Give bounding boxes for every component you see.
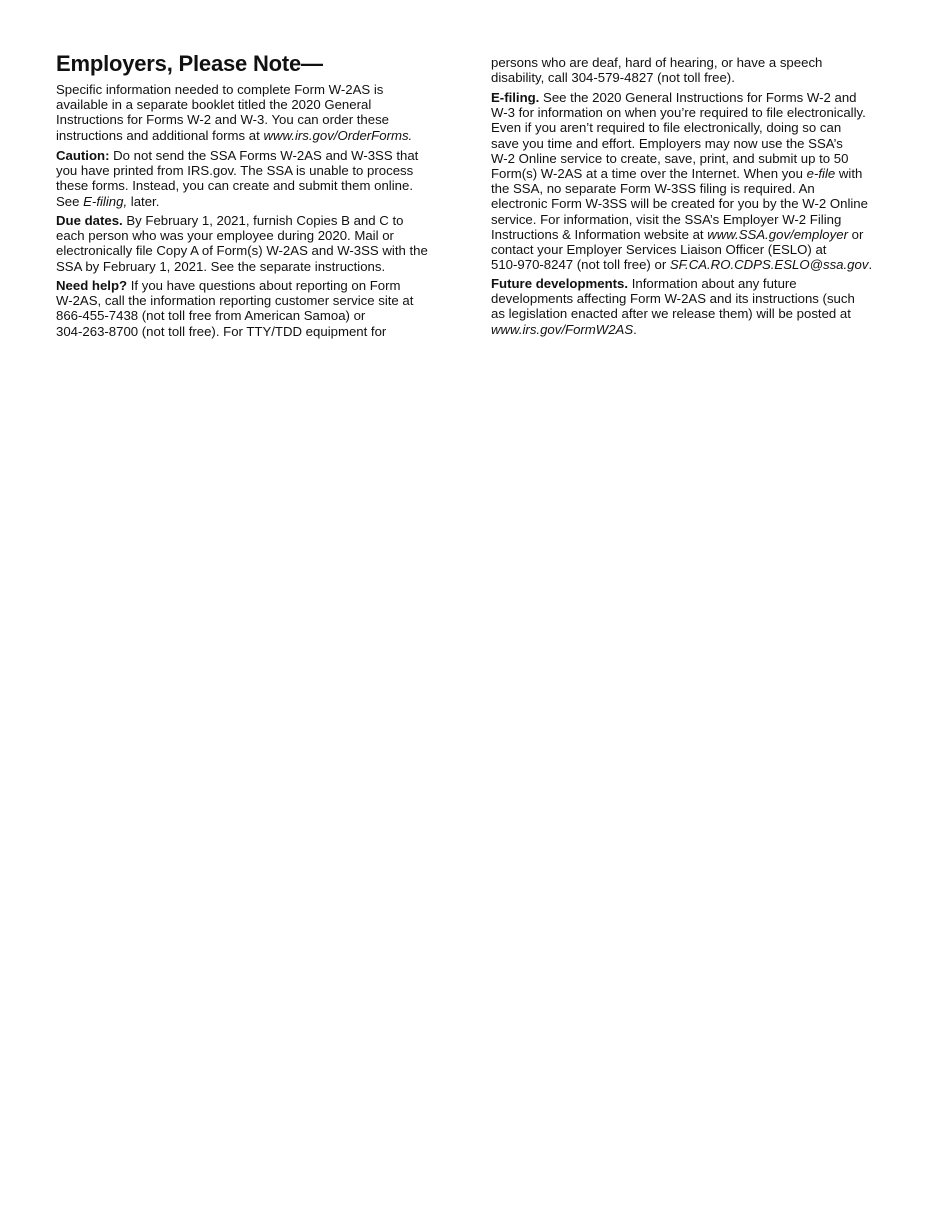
form-w2as-link[interactable]: www.irs.gov/FormW2AS	[491, 321, 634, 337]
text: .	[868, 257, 873, 273]
text-line: service. For information, visit the SSA’s Employer W-2 Filing	[491, 211, 842, 227]
text-line: disability, call 304-579-4827 (not toll free).	[491, 70, 735, 86]
text-line: you have printed from IRS.gov. The SSA is unable to process	[56, 163, 414, 179]
text-line	[491, 90, 872, 105]
text: See the 2020 General Instructions for Forms W-2 and	[539, 90, 857, 105]
text-line: developments affecting Form W-2AS and its instructions (such	[491, 291, 855, 307]
text-line	[491, 227, 872, 242]
text-line: W-3 for information on when you’re required to file electronically.	[491, 105, 866, 121]
text-line: W-2 Online service to create, save, print, and submit up to 50	[491, 150, 849, 166]
text-line: the SSA, no separate Form W-3SS filing is required. An	[491, 181, 815, 197]
text-line: persons who are deaf, hard of hearing, or have a speech	[491, 55, 823, 70]
text-line	[491, 322, 855, 337]
due-dates-heading: Due dates.	[56, 213, 123, 228]
page-title: Employers, Please Note—	[56, 51, 323, 76]
text: Information about any future	[628, 276, 797, 291]
text: with	[835, 166, 863, 182]
text: If you have questions about reporting on Form	[127, 278, 401, 293]
text: Do not send the SSA Forms W-2AS and W-3SS that	[109, 148, 419, 163]
text-line	[56, 213, 428, 228]
text: 510-970-8247 (not toll free) or	[491, 257, 670, 273]
need-help-paragraph	[56, 278, 413, 339]
text-line: as legislation enacted after we release them) will be posted at	[491, 306, 851, 322]
e-file-term: e-file	[806, 166, 836, 182]
text-line: electronically file Copy A of Form(s) W-2AS and W-3SS with the	[56, 243, 428, 259]
text: Instructions & Information website at	[491, 226, 708, 242]
text: Form(s) W-2AS at a time over the Internet. When you	[491, 166, 807, 182]
caution-heading: Caution:	[56, 148, 110, 163]
text: By February 1, 2021, furnish Copies B and C to	[122, 213, 404, 228]
future-developments-paragraph	[491, 276, 855, 337]
future-developments-heading: Future developments.	[491, 276, 629, 291]
text: See	[56, 193, 84, 209]
caution-paragraph	[56, 148, 418, 209]
need-help-continued-paragraph	[491, 55, 822, 85]
text-line: save you time and effort. Employers may now use the SSA’s	[491, 135, 843, 151]
e-filing-paragraph	[491, 90, 872, 272]
e-filing-reference: E-filing,	[83, 193, 128, 209]
e-filing-heading: E-filing.	[491, 90, 540, 105]
need-help-heading: Need help?	[56, 278, 128, 293]
text-line: these forms. Instead, you can create and submit them online.	[56, 178, 413, 194]
text-line: Specific information needed to complete Form W-2AS is	[56, 82, 384, 97]
text-line	[491, 257, 872, 272]
text-line	[56, 128, 412, 143]
text-line: available in a separate booklet titled the 2020 General	[56, 97, 372, 113]
text-line	[56, 148, 418, 163]
text-line: contact your Employer Services Liaison Officer (ESLO) at	[491, 242, 827, 258]
text-line	[56, 278, 413, 293]
text-line: 866-455-7438 (not toll free from American Samoa) or	[56, 308, 366, 324]
text: or	[847, 226, 864, 242]
text: .	[633, 321, 637, 337]
text: later.	[127, 193, 160, 209]
text-line: W-2AS, call the information reporting customer service site at	[56, 293, 414, 309]
text: instructions and additional forms at	[56, 127, 264, 143]
text-line	[491, 166, 872, 181]
text-line: Instructions for Forms W-2 and W-3. You can order these	[56, 112, 390, 128]
text-line: each person who was your employee during 2020. Mail or	[56, 228, 394, 244]
text-line	[56, 194, 418, 209]
ssa-employer-link[interactable]: www.SSA.gov/employer	[707, 226, 848, 242]
text-line: 304-263-8700 (not toll free). For TTY/TDD equipment for	[56, 323, 387, 339]
text-line	[491, 276, 855, 291]
text-line: electronic Form W-3SS will be created for you by the W-2 Online	[491, 196, 868, 212]
text-line: SSA by February 1, 2021. See the separate instructions.	[56, 258, 386, 274]
order-forms-link[interactable]: www.irs.gov/OrderForms.	[263, 127, 413, 143]
text-line: Even if you aren’t required to file electronically, doing so can	[491, 120, 842, 136]
intro-paragraph	[56, 82, 412, 143]
eslo-email-link[interactable]: SF.CA.RO.CDPS.ESLO@ssa.gov	[669, 257, 869, 273]
due-dates-paragraph	[56, 213, 428, 274]
